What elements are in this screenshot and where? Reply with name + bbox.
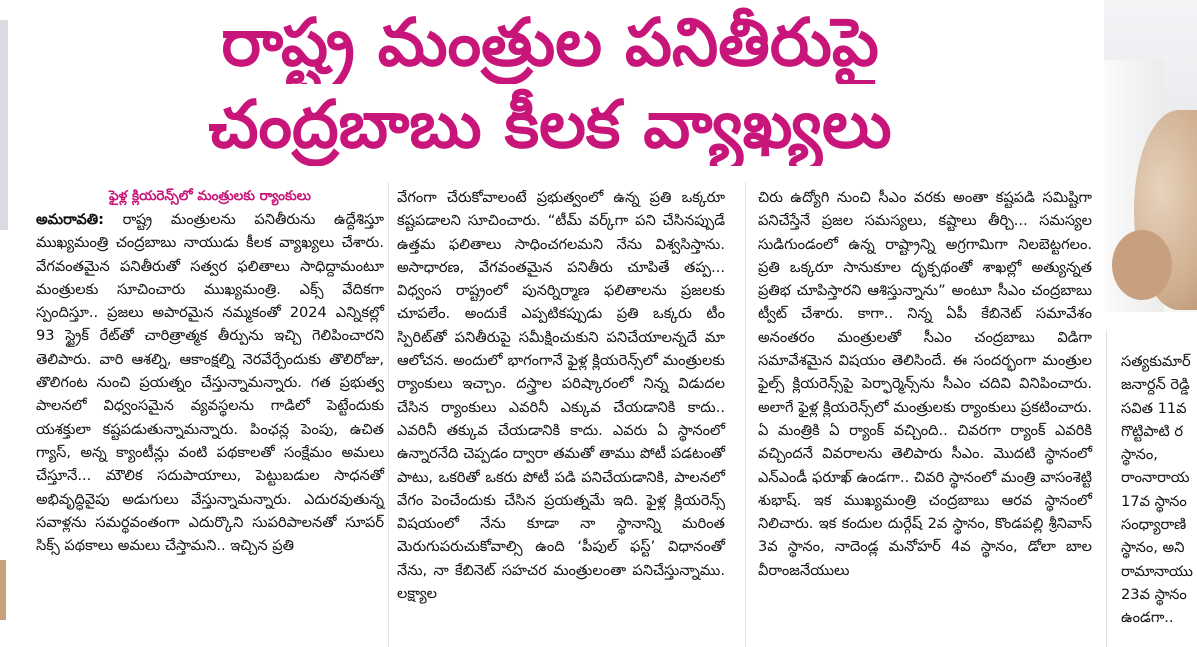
column-3-text: చిరు ఉద్యోగి నుంచి సీఎం వరకు అంతా కష్టపడి సమిష్టిగా పనిచేస్తేనే ప్రజల సమస్యలు, కష్టాలు తీర్చి... సమస్యల సుడిగుండంలో ఉన్న రాష్ట్రాన్ని అగ్రగామిగా నిలబెట్టగలం. ప్రతి ఒక్కరూ సానుకూల దృక్పథంతో శాఖల్లో అత్యున్నత ప్రతిభ చూపిస్తారని ఆశిస్తున్నాను” అంటూ సీఎం చంద్రబాబు ట్వీట్ చేశారు. కాగా.. నిన్న ఏపీ కేబినెట్ సమావేశం అనంతరం మంత్రులతో సీఎం చంద్రబాబు విడిగా సమావేశమైన విషయం తెలిసిందే. ఈ సందర్భంగా మంత్రుల ఫైల్స్ క్లియరెన్స్‌పై పెర్ఫార్మెన్స్‌ను సీఎం చదివి వినిపించారు. అలాగే ఫైళ్ల క్లియరెన్స్‌లో మంత్రులకు ర్యాంకులు ప్రకటించారు. ఏ మంత్రికి ఏ ర్యాంక్ వచ్చింది.. చివరగా ర్యాంక్ ఎవరికి వచ్చిందనే వివరాలను తెలిపారు సీఎం. మొదటి స్థానంలో ఎన్ఎండీ ఫరూఖ్ ఉండగా.. చివరి స్థానంలో మంత్రి వాసంశెట్టి శుభాష్. ఇక ముఖ్యమంత్రి చంద్రబాబు ఆరవ స్థానంలో నిలిచారు. ఇక కందుల దుర్గేష్ 2వ స్థానం, కొండపల్లి శ్రీనివాస్ 3వ స్థానం, నాదెండ్ల మనోహర్ 4వ స్థానం, డోలా బాల వీరాంజనేయులు [758, 189, 1092, 579]
chief-minister-photo [1104, 0, 1197, 312]
col4-line: జనార్దన్ రెడ్డి [1121, 376, 1190, 394]
headline [0, 0, 1100, 170]
column-divider [745, 182, 746, 647]
col4-line: రామానాయు [1121, 562, 1193, 580]
col4-line: స్థానం, [1121, 446, 1158, 464]
adjacent-image-fragment [0, 560, 6, 620]
headline-line-1: రాష్ట్ర మంత్రుల పనితీరుపై [221, 4, 879, 81]
dateline: అమరావతి: [36, 211, 104, 228]
col4-line: సంధ్యారాణి [1121, 516, 1187, 534]
article-column-3 [758, 186, 1092, 582]
column-1-text: రాష్ట్ర మంత్రులను పనితీరును ఉద్దేశిస్తూ ముఖ్యమంత్రి చంద్రబాబు నాయుడు కీలక వ్యాఖ్యలు చేశారు. వేగవంతమైన పనితీరుతో సత్వర ఫలితాలు సాధిద్దామంటూ మంత్రులకు సూచించారు ముఖ్యమంత్రి. ఎక్స్ వేదికగా స్పందిస్తూ.. ప్రజలు అపారమైన నమ్మకంతో 2024 ఎన్నికల్లో 93 స్ట్రైక్ రేట్‌తో చారిత్రాత్మక తీర్పును ఇచ్చి గెలిపించారని తెలిపారు. వారి ఆశల్ని, ఆకాంక్షల్ని నెరవేర్చేందుకు తొలిరోజు, తొలిగంట నుంచి ప్రయత్నం చేస్తున్నామన్నారు. గత ప్రభుత్వ పాలనలో విధ్వంసమైన వ్యవస్థలను గాడిలో పెట్టేందుకు యశక్తులా కష్టపడుతున్నామన్నారు. పింఛన్ల పెంపు, ఉచిత గ్యాస్, అన్న క్యాంటీన్లు వంటి పథకాలతో సంక్షేమం అమలు చేస్తూనే... మౌలిక సదుపాయాలు, పెట్టుబడుల సాధనతో అభివృద్ధివైపు అడుగులు వేస్తున్నామన్నారు. ఎదురవుతున్న సవాళ్లను సమర్థవంతంగా ఎదుర్కొని సుపరిపాలనతో సూపర్ సిక్స్ పథకాలు అమలు చేస్తామని.. ఇచ్చిన ప్రతి [36, 211, 384, 555]
article-paragraph [36, 208, 384, 557]
col4-line: 23వ స్థానం [1121, 585, 1187, 603]
photo-hand-shape [1112, 230, 1172, 300]
col4-line: 17వ స్థానం [1121, 492, 1187, 510]
article-column-2 [397, 186, 725, 605]
col4-line: గొట్టిపాటి ర [1121, 422, 1184, 440]
article-column-4-fragment [1121, 350, 1197, 630]
column-divider [1106, 330, 1107, 647]
col4-line: స్థానం, అని [1121, 539, 1185, 557]
headline-line-2: చంద్రబాబు కీలక వ్యాఖ్యలు [208, 86, 892, 163]
subheadline: ఫైళ్ల క్లియరెన్స్‌లో మంత్రులకు ర్యాంకులు [109, 188, 311, 204]
col4-line: సవిత 11వ [1121, 399, 1187, 417]
col4-line: సత్యకుమార్ [1121, 353, 1191, 370]
column-2-text: వేగంగా చేరుకోవాలంటే ప్రభుత్వంలో ఉన్న ప్రతి ఒక్కరూ కష్టపడాలని సూచించారు. “టీమ్ వర్క్‌గా పని చేసినప్పుడే ఉత్తమ ఫలితాలు సాధించగలమని నేను విశ్వసిస్తాను. అసాధారణ, వేగవంతమైన పనితీరు చూపితే తప్ప... విధ్వంస రాష్ట్రంలో పునర్నిర్మాణ ఫలితాలను ప్రజలకు చూపలేం. అందుకే ఎప్పటికప్పుడు ప్రతి ఒక్కరు టీం స్పిరిట్‌తో పనితీరుపై సమీక్షించుకుని పనిచేయాలన్నదే మా ఆలోచన. అందులో భాగంగానే ఫైళ్ల క్లియరెన్స్‌లో మంత్రులకు ర్యాంకులు ఇచ్చాం. దస్త్రాల పరిష్కారంలో నిన్న విడుదల చేసిన ర్యాంకులు ఎవరినీ ఎక్కువ చేయడానికి కాదు.. ఎవరినీ తక్కువ చేయడానికి కాదు. ఎవరు ఏ స్థానంలో ఉన్నారనేది చెప్పడం ద్వారా తమతో తాము పోటీ పడటంతో పాటు, ఒకరితో ఒకరు పోటీ పడి పనిచేయడానికి, పాలనలో వేగం పెంచేందుకు చేసిన ప్రయత్నమే ఇది. ఫైళ్ల క్లియరెన్స్ విషయంలో నేను కూడా నా స్థానాన్ని మరింత మెరుగుపరుచుకోవాల్సి ఉంది ‘పీపుల్ ఫస్ట్’ విధానంతో నేను, నా కేబినెట్ సహచర మంత్రులంతా పనిచేస్తున్నాము. లక్ష్యాల [397, 189, 725, 603]
column-divider [388, 182, 389, 647]
col4-line: రాంనారాయ [1121, 469, 1190, 487]
article-column-1 [36, 186, 384, 557]
col4-line: ఉండగా.. [1121, 609, 1174, 627]
